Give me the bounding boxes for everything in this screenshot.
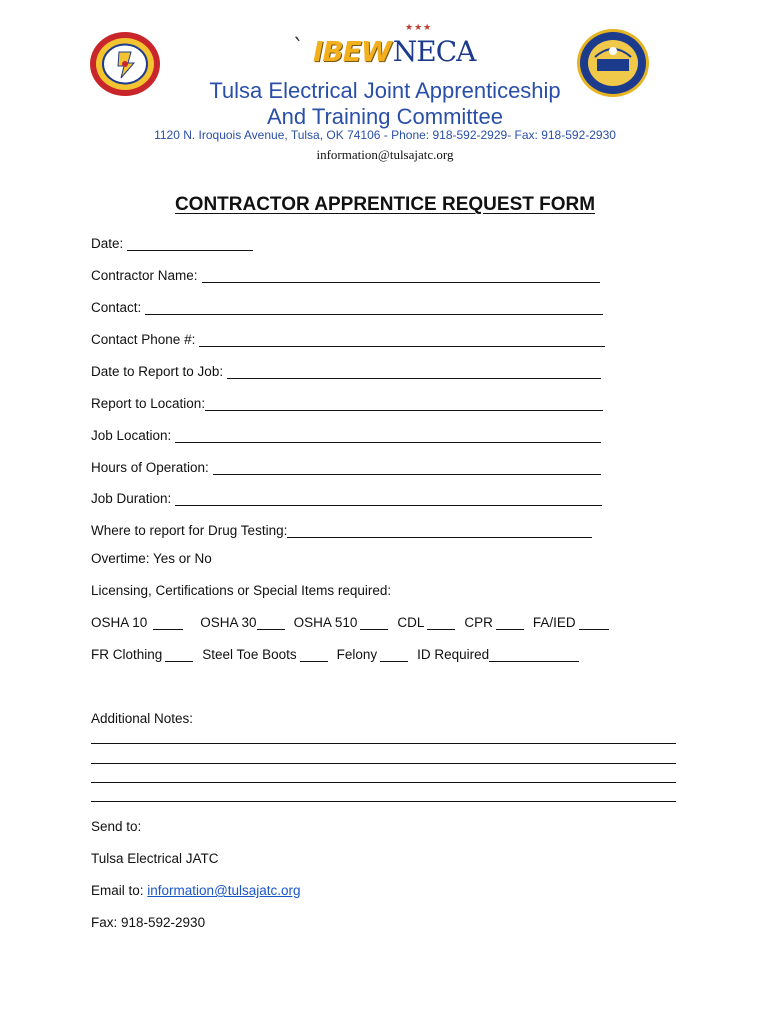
org-address: 1120 N. Iroquois Avenue, Tulsa, OK 74106 - Phone: 918-592-2929- Fax: 918-592-2930 [154,128,616,142]
cpr-label: CPR [464,615,493,630]
notes-line-2[interactable] [91,763,676,764]
faied-label: FA/IED [532,615,576,630]
send-to-label: Send to: [91,819,142,834]
id-required-blank[interactable] [489,647,579,662]
contact-phone-field[interactable] [91,329,605,347]
osha30-blank[interactable] [257,615,285,630]
date-to-report-field[interactable] [91,361,601,379]
form-title [0,194,770,216]
drug-testing-field[interactable] [91,520,592,538]
contractor-name-field[interactable] [91,265,600,283]
additional-notes-label: Additional Notes: [91,711,194,726]
steel-toe-blank[interactable] [300,647,328,662]
org-title-line2: And Training Committee [267,104,503,129]
drug-testing-line[interactable] [287,523,592,538]
osha30-label: OSHA 30 [200,615,257,630]
contractor-name-label: Contractor Name: [91,268,198,283]
cpr-blank[interactable] [496,615,524,630]
email-link[interactable]: information@tulsajatc.org [147,883,301,898]
job-duration-label: Job Duration: [91,491,172,506]
org-title-line1: Tulsa Electrical Joint Apprenticeship [209,78,561,103]
backtick-mark: ` [293,36,304,61]
email-to-line [91,883,301,898]
contact-line[interactable] [145,300,603,315]
notes-line-1[interactable] [91,743,676,744]
contact-phone-label: Contact Phone #: [91,332,196,347]
date-field[interactable] [91,233,253,251]
job-duration-line[interactable] [175,491,602,506]
fr-clothing-blank[interactable] [165,647,193,662]
ibew-neca-logo [313,28,475,68]
job-location-field[interactable] [91,425,601,443]
email-to-label: Email to: [91,883,148,898]
form-title-text: CONTRACTOR APPRENTICE REQUEST FORM [174,194,596,215]
osha510-label: OSHA 510 [293,615,358,630]
cpr-item[interactable] [464,615,524,630]
header-email: information@tulsajatc.org [316,147,454,162]
fr-clothing-label: FR Clothing [91,647,163,662]
job-location-label: Job Location: [91,428,172,443]
report-location-line[interactable] [205,396,603,411]
logo-ibew-text: IBEW [313,35,391,68]
hours-of-operation-field[interactable] [91,457,601,475]
felony-blank[interactable] [380,647,408,662]
drug-testing-label: Where to report for Drug Testing: [91,523,288,538]
logo-neca-text: NECA [392,35,476,68]
job-location-line[interactable] [175,428,601,443]
fr-clothing-item[interactable] [91,647,193,662]
felony-item[interactable] [337,647,409,662]
date-to-report-label: Date to Report to Job: [91,364,224,379]
osha30-item[interactable] [200,615,284,630]
osha510-item[interactable] [294,615,389,630]
id-required-label: ID Required [417,647,490,662]
osha510-blank[interactable] [360,615,388,630]
contractor-name-line[interactable] [202,268,600,283]
felony-label: Felony [336,647,378,662]
faied-blank[interactable] [579,615,609,630]
date-line[interactable] [127,236,253,251]
contact-phone-line[interactable] [199,332,605,347]
notes-line-4[interactable] [91,801,676,802]
hours-of-operation-line[interactable] [213,460,601,475]
osha10-item[interactable] [91,615,183,630]
notes-line-3[interactable] [91,782,676,783]
report-location-field[interactable] [91,393,603,411]
cdl-label: CDL [397,615,425,630]
osha10-blank[interactable] [153,615,183,630]
send-to-org: Tulsa Electrical JATC [91,851,219,866]
date-to-report-line[interactable] [227,364,601,379]
faied-item[interactable] [533,615,609,630]
contact-field[interactable] [91,297,603,315]
report-location-label: Report to Location: [91,396,206,411]
hours-of-operation-label: Hours of Operation: [91,460,209,475]
date-label: Date: [91,236,124,251]
job-duration-field[interactable] [91,488,602,506]
licensing-label: Licensing, Certifications or Special Items required: [91,583,392,598]
overtime-text: Overtime: Yes or No [91,551,212,566]
steel-toe-label: Steel Toe Boots [202,647,297,662]
osha10-label: OSHA 10 [91,615,148,630]
cdl-blank[interactable] [427,615,455,630]
fax-text: Fax: 918-592-2930 [91,915,206,930]
cdl-item[interactable] [397,615,455,630]
logo-stars: ★★★ [405,22,433,32]
steel-toe-item[interactable] [202,647,327,662]
certifications-row [91,615,618,630]
requirements-row [91,647,588,662]
contact-label: Contact: [91,300,142,315]
id-required-item[interactable] [417,647,579,662]
